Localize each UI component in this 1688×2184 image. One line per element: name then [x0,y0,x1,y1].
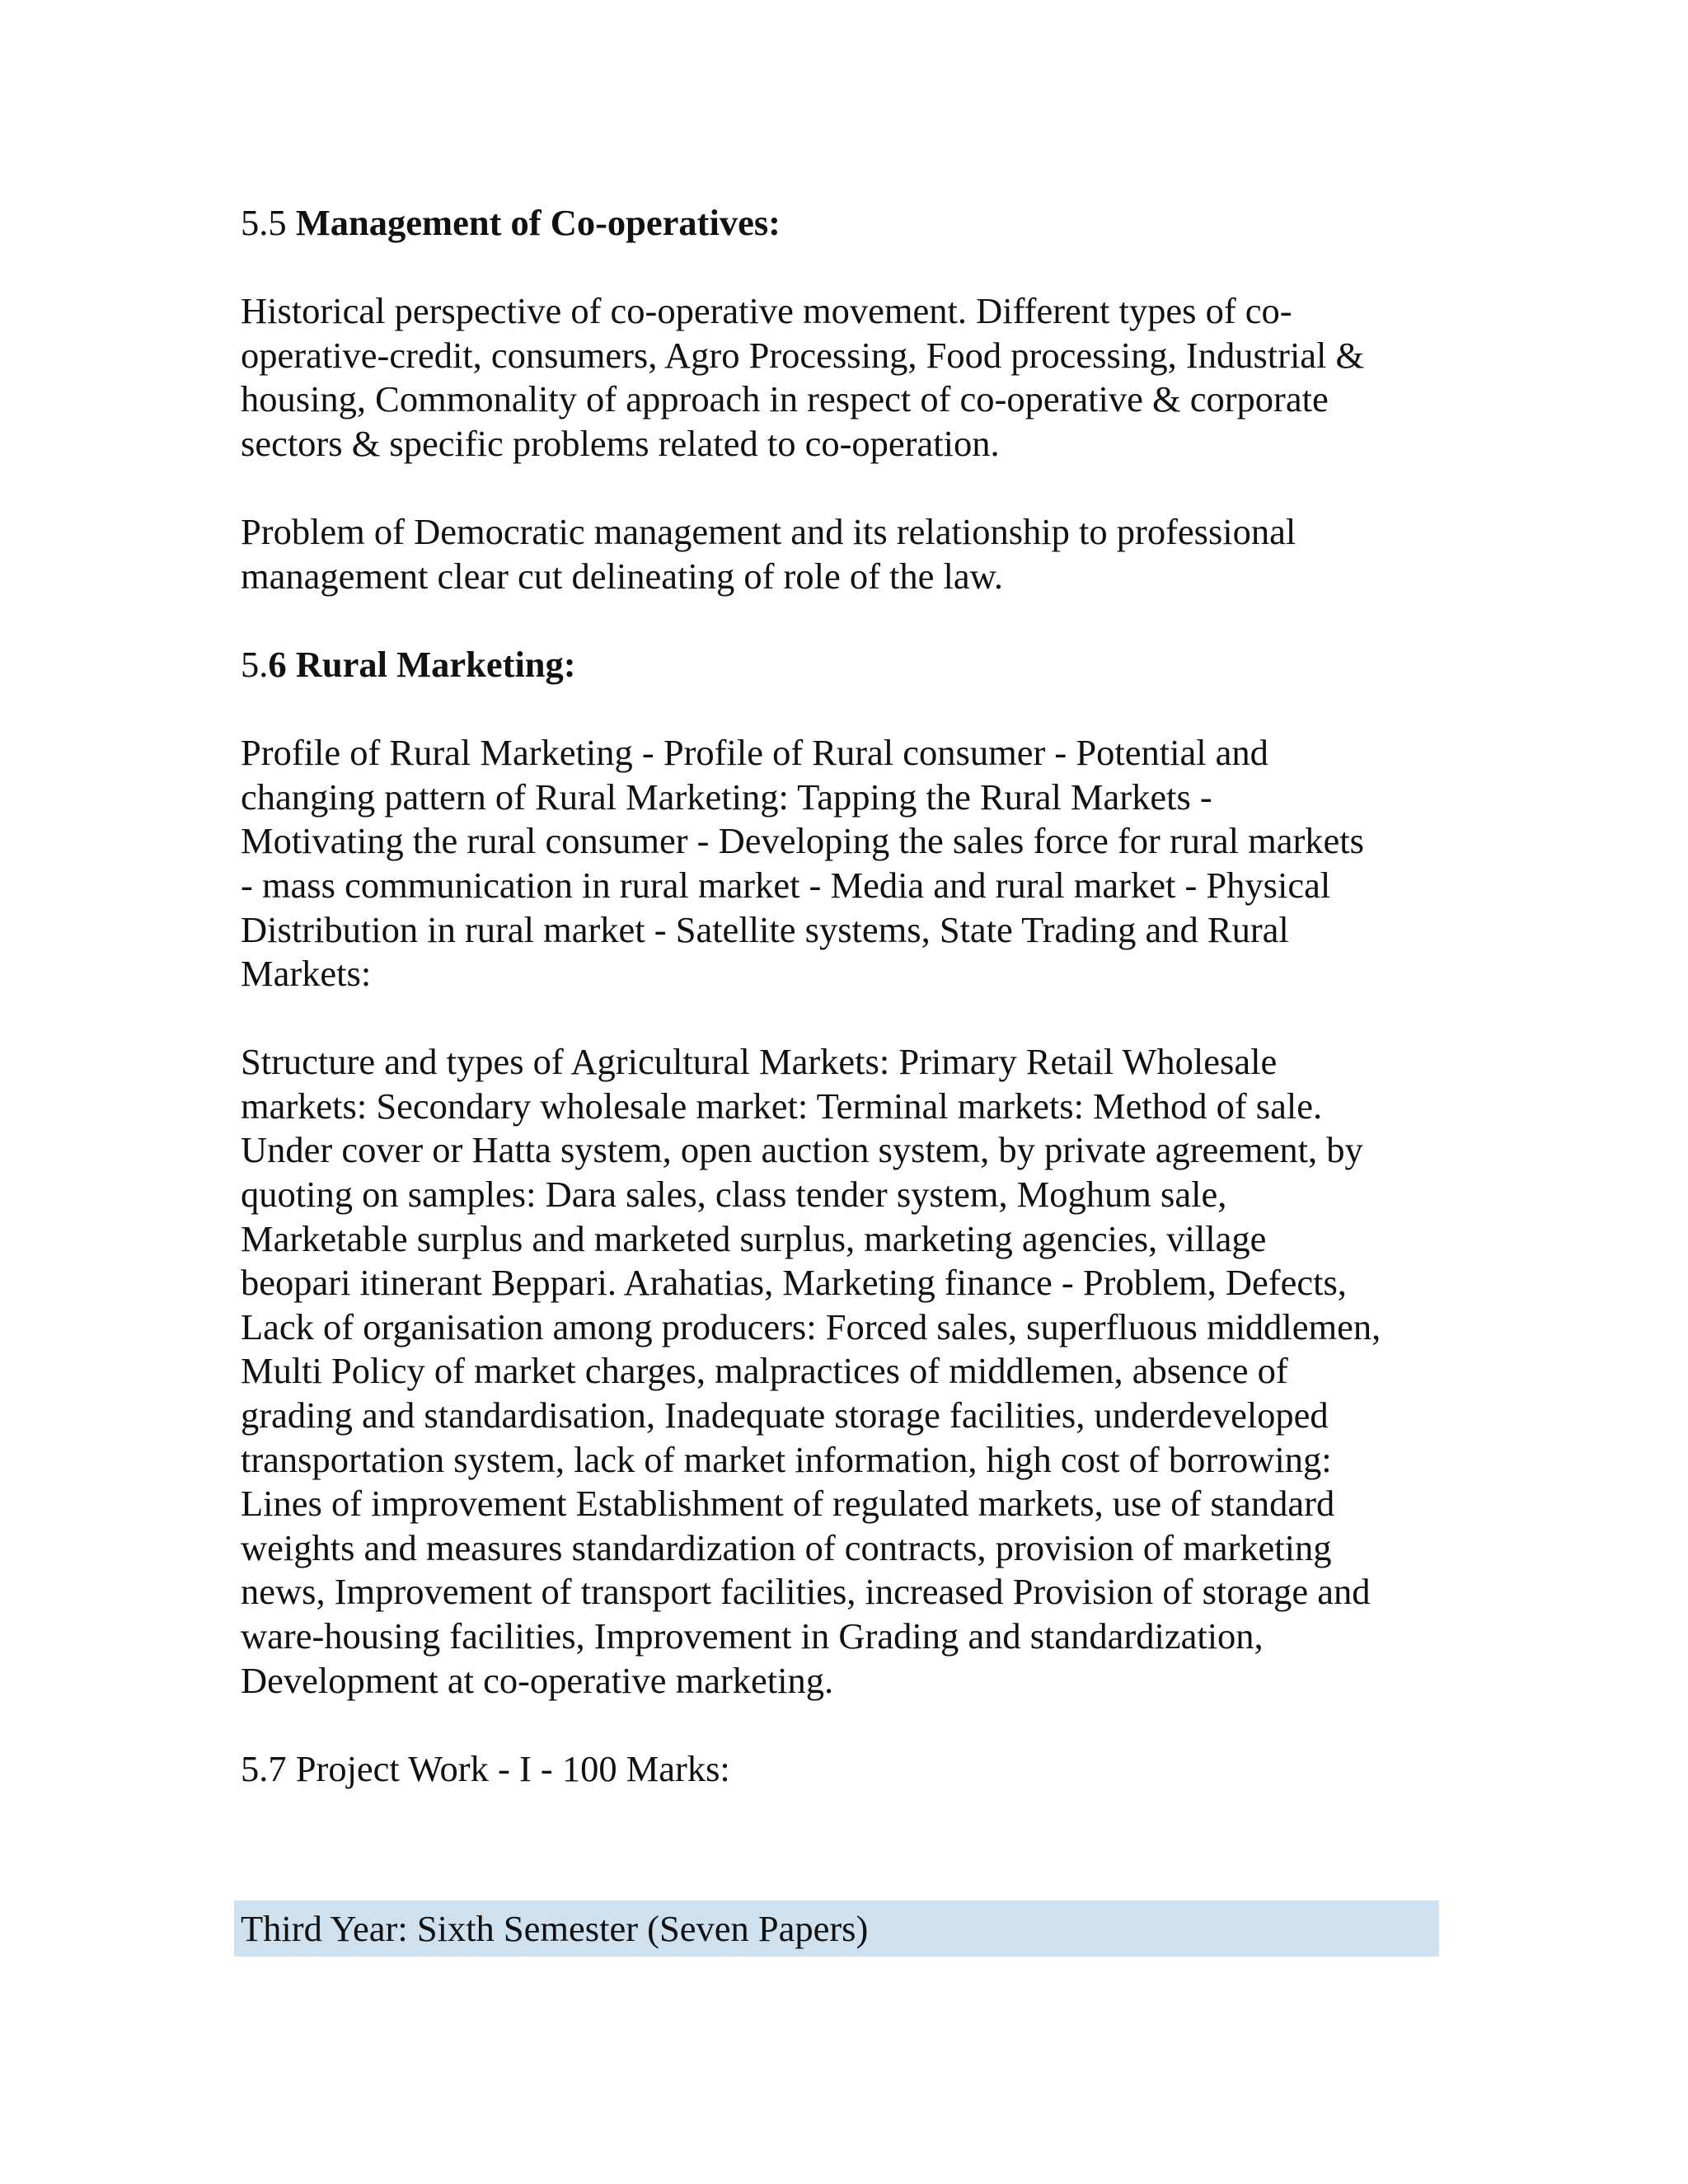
section-title: 6 Rural Marketing: [268,643,576,685]
text-line: news, Improvement of transport facilities, increased Provision of storage and [241,1571,1371,1613]
text-line: Lines of improvement Establishment of regulated markets, use of standard [241,1483,1335,1525]
text-line: Lack of organisation among producers: Forced sales, superfluous middlemen, [241,1305,1381,1347]
text-line: housing, Commonality of approach in respect of co-operative & corporate [241,378,1329,420]
section-number: 5.5 [241,202,287,243]
text-line: grading and standardisation, Inadequate storage facilities, underdeveloped [241,1394,1329,1436]
section-heading-5-5 [241,201,1452,246]
text-line: - mass communication in rural market - Media and rural market - Physical [241,864,1331,906]
section-heading-5-7: 5.7 Project Work - I - 100 Marks: [241,1747,730,1789]
text-line: sectors & specific problems related to co-operation. [241,422,1000,464]
section-number: 5. [241,643,269,685]
text-line: ware-housing facilities, Improvement in Grading and standardization, [241,1615,1264,1657]
text-line: Motivating the rural consumer - Developing the sales force for rural markets [241,820,1364,862]
text-line: beopari itinerant Beppari. Arahatias, Marketing finance - Problem, Defects, [241,1262,1347,1304]
text-line: Under cover or Hatta system, open auction system, by private agreement, by [241,1129,1363,1171]
text-line: transportation system, lack of market information, high cost of borrowing: [241,1438,1332,1480]
text-line: changing pattern of Rural Marketing: Tapping the Rural Markets - [241,776,1212,818]
text-line: Problem of Democratic management and its relationship to professional [241,511,1296,553]
section-title: Management of Co-operatives: [295,202,781,243]
text-line: Structure and types of Agricultural Markets: Primary Retail Wholesale [241,1041,1278,1083]
paragraph [241,1040,1452,1703]
section-heading-5-6 [241,643,1452,687]
text-line: operative-credit, consumers, Agro Processing, Food processing, Industrial & [241,334,1365,376]
text-line: Marketable surplus and marketed surplus, marketing agencies, village [241,1217,1267,1259]
text-line: Distribution in rural market - Satellite systems, State Trading and Rural [241,908,1289,950]
text-line: markets: Secondary wholesale market: Terminal markets: Method of sale. [241,1085,1323,1127]
paragraph [241,289,1452,466]
text-line: Markets: [241,953,372,995]
paragraph [241,731,1452,996]
text-line: weights and measures standardization of contracts, provision of marketing [241,1526,1332,1568]
semester-banner: Third Year: Sixth Semester (Seven Papers) [234,1900,1439,1957]
text-line: Profile of Rural Marketing - Profile of Rural consumer - Potential and [241,732,1268,774]
paragraph [241,510,1452,598]
text-line: quoting on samples: Dara sales, class tender system, Moghum sale, [241,1174,1227,1216]
page-content [241,201,1452,1835]
text-line: management clear cut delineating of role of the law. [241,555,1004,597]
text-line: Development at co-operative marketing. [241,1659,834,1701]
text-line: Historical perspective of co-operative movement. Different types of co- [241,290,1292,332]
text-line: Multi Policy of market charges, malpractices of middlemen, absence of [241,1350,1288,1392]
